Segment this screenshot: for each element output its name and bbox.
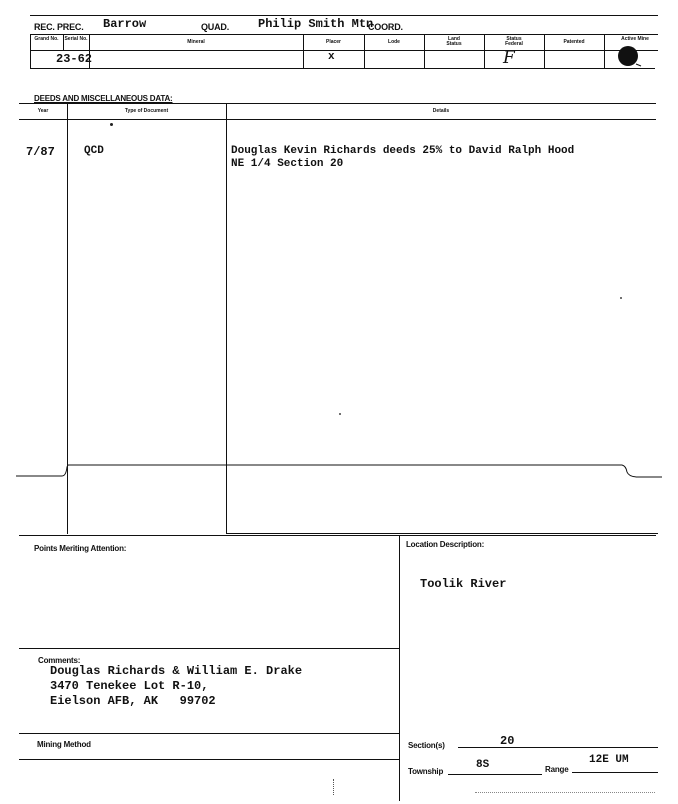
quad-value: Philip Smith Mtn (258, 17, 374, 31)
deed-detail-line1: Douglas Kevin Richards deeds 25% to David Ralph Hood (231, 145, 575, 157)
comments-line-2: 3470 Tenekee Lot R-10, (50, 679, 209, 693)
top-rule (30, 15, 658, 16)
col-type: Type of Document (124, 108, 169, 114)
fold-line (14, 458, 664, 484)
crease-mark (333, 779, 335, 795)
claim-number: 23-62 (56, 52, 93, 66)
col-serial-no: Serial No. (64, 36, 88, 42)
rec-prec-value: Barrow (103, 17, 147, 31)
points-label: Points Meriting Attention: (34, 544, 127, 553)
deed-detail-line2: NE 1/4 Section 20 (231, 158, 344, 170)
township-label: Township (408, 767, 444, 776)
col-land-status: Land Status (446, 36, 462, 47)
col-placer: Placer (325, 39, 341, 45)
mining-blank-rule (19, 759, 399, 760)
location-label: Location Description: (406, 540, 485, 549)
speck (620, 297, 622, 299)
mining-method-label: Mining Method (37, 740, 91, 749)
mining-rule (19, 733, 399, 734)
lower-rule (19, 535, 656, 536)
bottom-smudge (475, 792, 655, 793)
location-value: Toolik River (420, 577, 507, 591)
township-line (448, 774, 542, 775)
col-lode: Lode (388, 39, 400, 45)
section-line (458, 747, 658, 748)
deeds-section-title: DEEDS AND MISCELLANEOUS DATA: (34, 94, 173, 103)
col-grand-no: Grand No. (34, 36, 59, 42)
col-patented: Patented (563, 39, 585, 45)
lower-divider (399, 535, 400, 801)
township-value: 8S (476, 759, 490, 771)
section-value: 20 (500, 734, 515, 748)
status-mark: F (503, 48, 515, 68)
deed-year: 7/87 (26, 145, 55, 159)
placer-mark: x (328, 51, 335, 63)
col-mineral: Mineral (187, 39, 205, 45)
range-line (572, 772, 658, 773)
col-year: Year (37, 108, 49, 114)
range-value: 12E UM (589, 754, 629, 766)
comments-label: Comments: (38, 656, 81, 665)
coord-label: COORD. (368, 22, 403, 32)
section-label: Section(s) (408, 741, 445, 750)
comments-line-3: Eielson AFB, AK 99702 (50, 694, 216, 708)
quad-label: QUAD. (201, 22, 229, 32)
col-details: Details (432, 108, 450, 114)
col-active: Active Mine (621, 36, 649, 42)
range-label: Range (545, 765, 569, 774)
rec-prec-label: REC. PREC. (34, 22, 84, 32)
deed-type: QCD (84, 145, 104, 157)
col-status-federal: Status Federal (505, 36, 523, 47)
comments-line-1: Douglas Richards & William E. Drake (50, 664, 303, 678)
active-mine-dot-icon (616, 44, 642, 68)
speck (339, 413, 341, 415)
comments-rule (19, 648, 399, 649)
speck (110, 123, 113, 126)
